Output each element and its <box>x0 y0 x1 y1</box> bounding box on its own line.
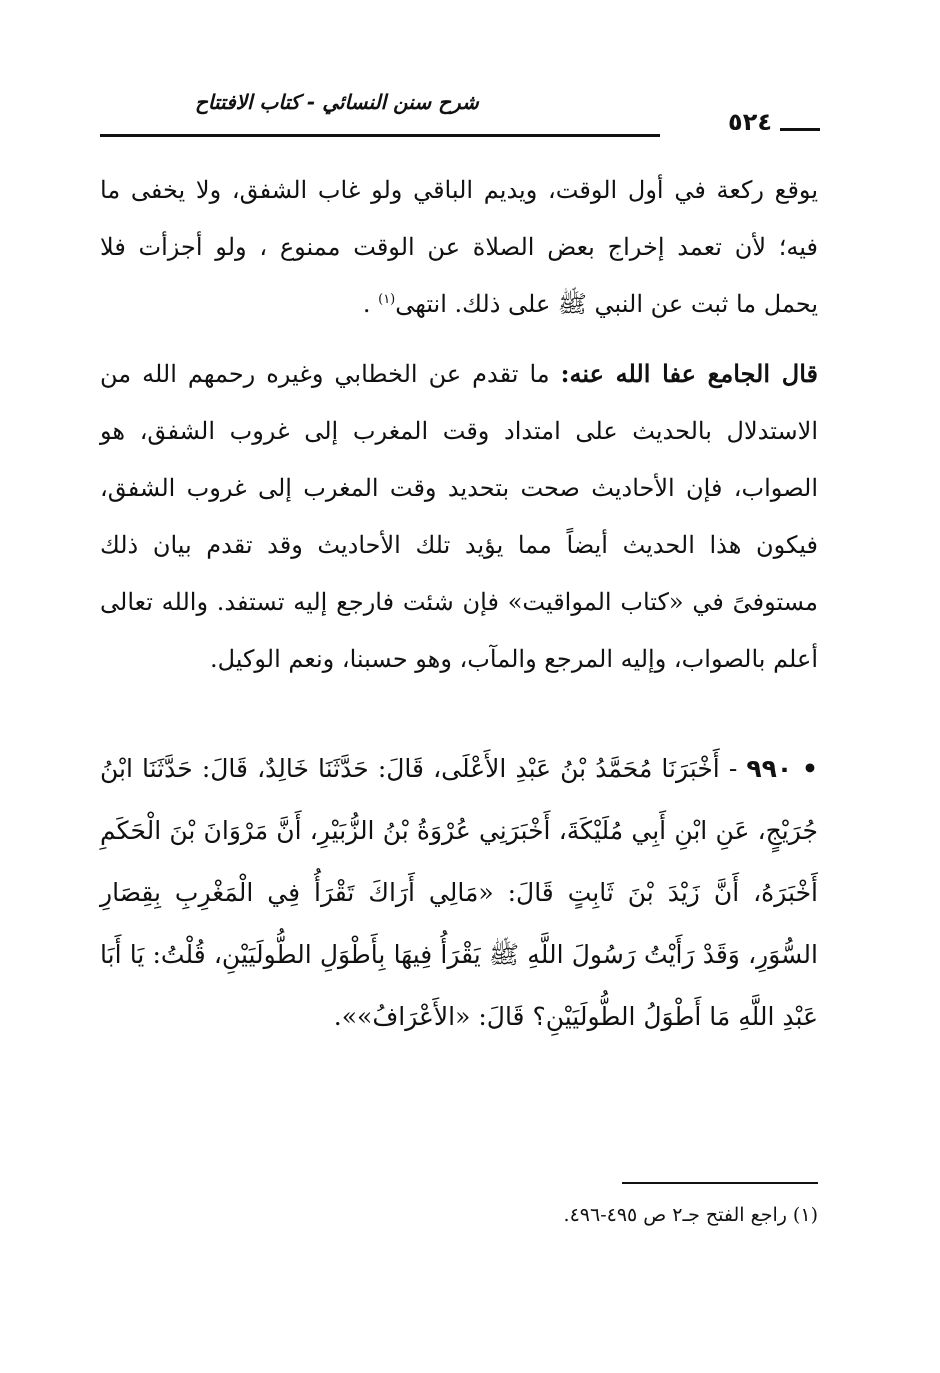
footnote: (١) راجع الفتح جـ٢ ص ٤٩٥-٤٩٦. <box>563 1204 818 1226</box>
footnote-reference: (١) <box>378 292 396 307</box>
footnote-rule <box>622 1182 818 1184</box>
hadith-number: • ٩٩٠ <box>746 754 819 783</box>
paragraph-1-text: يوقع ركعة في أول الوقت، ويديم الباقي ولو غاب الشفق، ولا يخفى ما فيه؛ لأن تعمد إخراج بعض الصلاة عن الوقت ممنوع ، ولو أجزأت فلا يحمل ما ثبت عن النبي ﷺ على ذلك. انتهى <box>100 176 818 318</box>
page-number-dash <box>780 128 820 131</box>
running-title-text: شرح سنن النسائي - كتاب الافتتاح <box>195 90 479 114</box>
paragraph-2-text: ما تقدم عن الخطابي وغيره رحمهم الله من الاستدلال بالحديث على امتداد وقت المغرب إلى غروب الشفق، هو الصواب، فإن الأحاديث صحت بتحديد وقت المغرب إلى غروب الشفق، فيكون هذا الحديث أيضاً مما يؤيد تلك الأحاديث وقد تقدم بيان ذلك مستوفىً في «كتاب المواقيت» فإن شئت فارجع إليه تستفد. والله تعالى أعلم بالصواب، وإليه المرجع والمآب، وهو حسبنا، ونعم الوكيل. <box>100 360 818 673</box>
commentary-text <box>100 162 818 688</box>
paragraph-2 <box>100 345 818 688</box>
header-rule <box>100 134 660 137</box>
paragraph-1 <box>100 162 818 333</box>
paragraph-2-lead: قال الجامع عفا الله عنه: <box>560 359 818 388</box>
page-header <box>100 88 820 148</box>
page-number: ٥٢٤ <box>728 108 772 136</box>
hadith-text <box>100 738 818 1048</box>
hadith-body: - أَخْبَرَنَا مُحَمَّدُ بْنُ عَبْدِ الأَعْلَى، قَالَ: حَدَّثَنَا خَالِدٌ، قَالَ: حَدَّثَنَا ابْنُ جُرَيْجٍ، عَنِ ابْنِ أَبِي مُلَيْكَةَ، أَخْبَرَنِي عُرْوَةُ بْنُ الزُّبَيْرِ، أَنَّ مَرْوَانَ بْنَ الْحَكَمِ أَخْبَرَهُ، أَنَّ زَيْدَ بْنَ ثَابِتٍ قَالَ: «مَالِي أَرَاكَ تَقْرَأُ فِي الْمَغْرِبِ بِقِصَارِ السُّوَرِ، وَقَدْ رَأَيْتُ رَسُولَ اللَّهِ ﷺ يَقْرَأُ فِيهَا بِأَطْوَلِ الطُّولَيَيْنِ، قُلْتُ: يَا أَبَا عَبْدِ اللَّهِ مَا أَطْوَلُ الطُّولَيَيْنِ؟ قَالَ: «الأَعْرَافُ»». <box>100 754 818 1031</box>
paragraph-1-end: . <box>362 290 379 318</box>
running-title <box>100 90 820 114</box>
